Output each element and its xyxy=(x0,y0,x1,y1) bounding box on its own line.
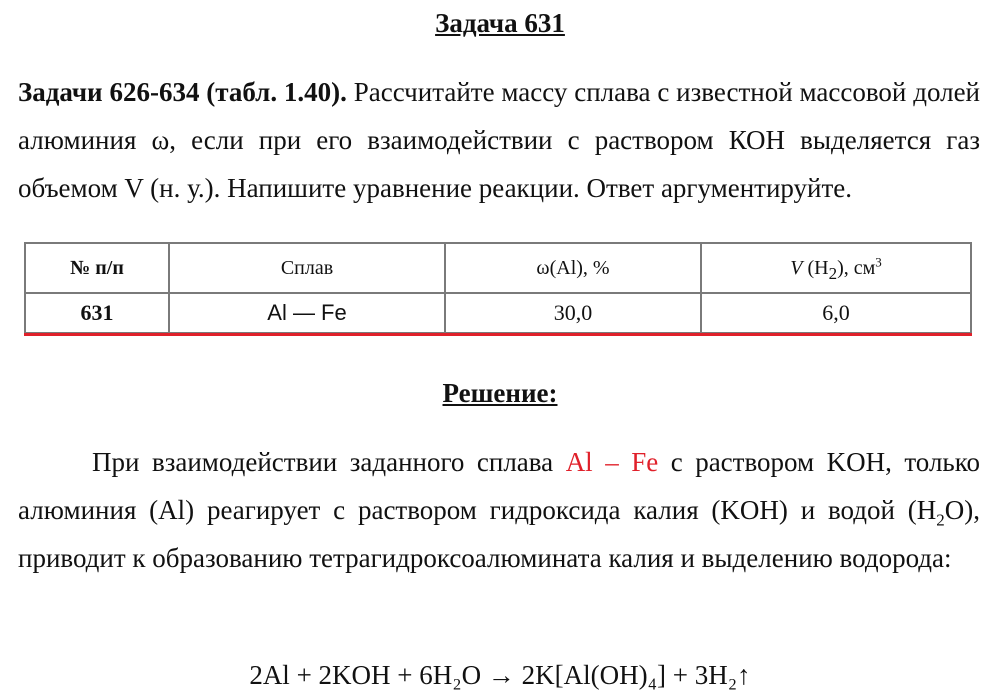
header-volume: V $(H_2)$, $см^3$ xyxy=(701,243,971,293)
task-reference: Задачи 626-634 (табл. 1.40). xyxy=(18,77,347,107)
header-alloy: Сплав xyxy=(169,243,445,293)
table-red-underline xyxy=(24,333,972,336)
cell-omega: 30,0 xyxy=(445,293,701,333)
cell-volume: 6,0 xyxy=(701,293,971,333)
task-text: Рассчитайте массу сплава с известной массовой долей алюминия ω, если при его взаимодействии с раствором КОН выделяется газ объемом V (н. у.). Напишите уравнение реакции. Ответ аргументируйте. xyxy=(18,77,981,203)
header-omega: ω(Al), % xyxy=(445,243,701,293)
header-num: № п/п xyxy=(25,243,169,293)
task-statement xyxy=(18,68,980,212)
table-header-row xyxy=(25,243,971,293)
table-row xyxy=(25,293,971,333)
solution-text: При взаимодействии заданного сплава Al – Fe с раствором KOH, только алюминия (Al) реагирует с раствором гидроксида калия (KOH) и водой $(H_2O)$, приводит к образованию тетрагидроксоалюмината калия и выделению водорода: xyxy=(18,447,980,573)
alloy-highlight: Al – Fe xyxy=(565,447,659,477)
reaction-equation: 2Al + 2KOH + 6H₂O → 2K[Al(OH)₄] + 3H₂↑ xyxy=(249,660,751,690)
cell-num: 631 xyxy=(25,293,169,333)
cell-alloy: Al — Fe xyxy=(169,293,445,333)
solution-title: Решение: xyxy=(442,378,558,408)
data-table xyxy=(24,242,972,334)
task-title: Задача 631 xyxy=(435,8,565,38)
